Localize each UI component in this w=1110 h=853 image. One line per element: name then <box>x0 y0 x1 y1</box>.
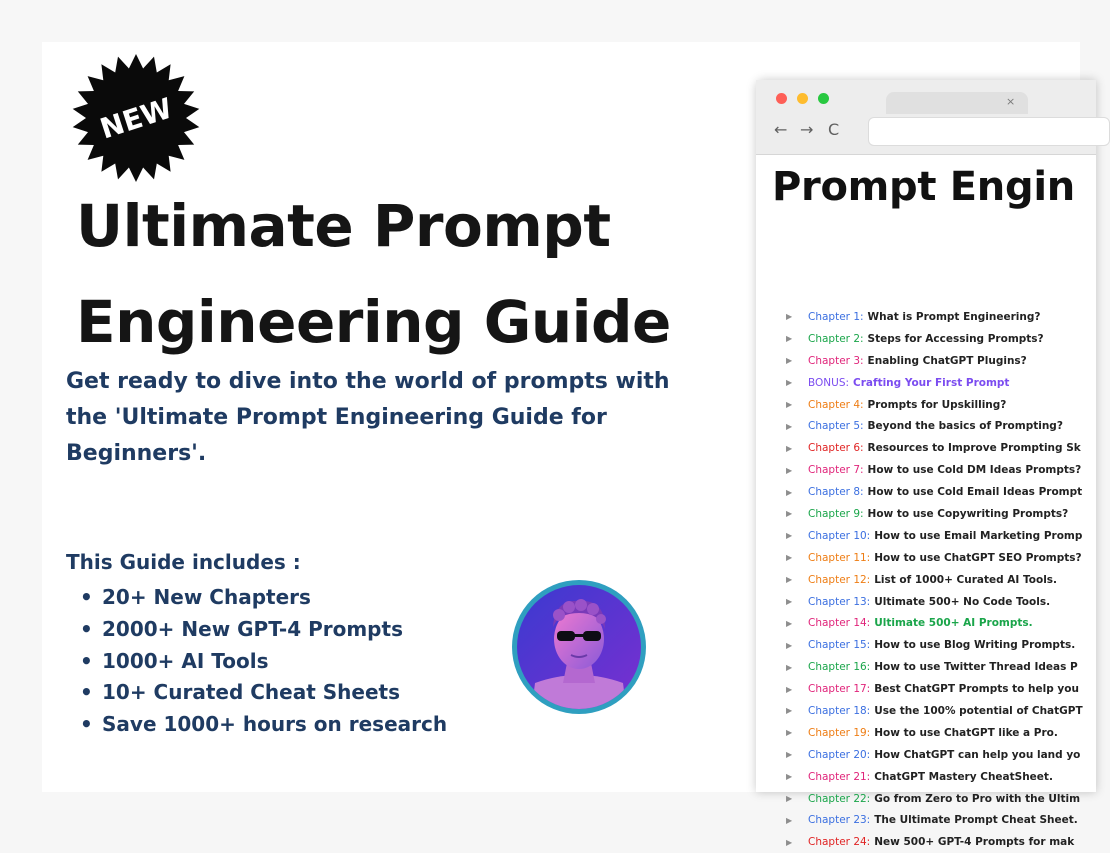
toc-item[interactable] <box>786 831 1083 853</box>
maximize-window-button[interactable] <box>818 93 829 104</box>
toc-chapter-title: New 500+ GPT-4 Prompts for mak <box>874 836 1075 849</box>
includes-item-label: 10+ Curated Cheat Sheets <box>102 680 400 705</box>
toc-chapter-title: Best ChatGPT Prompts to help you <box>874 683 1079 696</box>
toc-chapter-label: Chapter 8: <box>808 486 864 499</box>
toc-chapter-title: Beyond the basics of Prompting? <box>867 420 1063 433</box>
toc-list <box>786 306 1083 853</box>
reload-icon[interactable]: C <box>828 120 840 139</box>
browser-window <box>756 80 1096 849</box>
includes-item-label: 20+ New Chapters <box>102 585 311 609</box>
disclosure-triangle-icon[interactable]: ▶ <box>786 794 793 804</box>
subtitle: Get ready to dive into the world of prompts with the 'Ultimate Prompt Engineering Guide for Beginners'. <box>66 369 670 466</box>
toc-chapter-label: Chapter 9: <box>808 507 864 520</box>
includes-item-label: 1000+ AI Tools <box>102 648 269 673</box>
disclosure-triangle-icon[interactable]: ▶ <box>786 618 793 628</box>
includes-item-label: Save 1000+ hours on research <box>102 712 448 737</box>
disclosure-triangle-icon[interactable]: ▶ <box>786 509 793 519</box>
title-line-2: Engineering Guide <box>76 288 671 356</box>
toc-item[interactable] <box>786 678 1083 700</box>
disclosure-triangle-icon[interactable]: ▶ <box>786 400 793 409</box>
back-arrow-icon[interactable]: ← <box>774 120 788 139</box>
toc-chapter-title: Use the 100% potential of ChatGPT <box>874 704 1083 717</box>
toc-item[interactable] <box>786 591 1083 613</box>
close-window-button[interactable] <box>776 93 787 104</box>
toc-chapter-label: Chapter 23: <box>808 814 871 827</box>
toc-chapter-title: How to use Cold DM Ideas Prompts? <box>867 464 1082 477</box>
toc-item[interactable] <box>786 328 1083 350</box>
toc-chapter-title: How to use Email Marketing Promp <box>874 529 1083 542</box>
forward-arrow-icon[interactable]: → <box>800 120 814 139</box>
browser-toolbar <box>756 80 1096 155</box>
toc-chapter-title: How to use ChatGPT like a Pro. <box>874 726 1058 739</box>
toc-chapter-label: Chapter 3: <box>808 354 864 367</box>
disclosure-triangle-icon[interactable]: ▶ <box>786 443 793 453</box>
toc-item[interactable] <box>786 503 1083 525</box>
toc-chapter-label: Chapter 19: <box>808 726 871 739</box>
toc-chapter-title: ChatGPT Mastery CheatSheet. <box>874 770 1053 783</box>
toc-chapter-label: Chapter 16: <box>808 661 871 674</box>
toc-item[interactable] <box>786 612 1083 634</box>
list-item <box>80 709 447 741</box>
toc-chapter-label: Chapter 15: <box>808 639 871 652</box>
disclosure-triangle-icon[interactable]: ▶ <box>786 378 793 388</box>
disclosure-triangle-icon[interactable]: ▶ <box>786 728 793 738</box>
toc-chapter-title: List of 1000+ Curated AI Tools. <box>874 573 1058 586</box>
toc-chapter-label: Chapter 17: <box>808 683 871 696</box>
toc-chapter-label: Chapter 18: <box>808 704 871 717</box>
toc-chapter-label: Chapter 14: <box>808 617 871 630</box>
toc-chapter-title: Enabling ChatGPT Plugins? <box>867 354 1027 367</box>
toc-item[interactable] <box>786 700 1083 722</box>
toc-chapter-label: Chapter 4: <box>808 398 864 411</box>
disclosure-triangle-icon[interactable]: ▶ <box>786 575 793 585</box>
toc-chapter-title: Ultimate 500+ AI Prompts. <box>874 617 1033 630</box>
toc-chapter-label: Chapter 7: <box>808 464 864 477</box>
toc-item[interactable] <box>786 722 1083 744</box>
disclosure-triangle-icon[interactable]: ▶ <box>786 334 793 344</box>
toc-item[interactable] <box>786 656 1083 678</box>
toc-item[interactable] <box>786 634 1083 656</box>
toc-item[interactable] <box>786 372 1083 394</box>
disclosure-triangle-icon[interactable]: ▶ <box>786 750 793 760</box>
bullet-icon: • <box>80 680 93 705</box>
toc-chapter-label: Chapter 24: <box>808 836 871 849</box>
disclosure-triangle-icon[interactable]: ▶ <box>786 662 793 672</box>
disclosure-triangle-icon[interactable]: ▶ <box>786 531 793 541</box>
toc-chapter-label: Chapter 1: <box>808 310 864 323</box>
list-item <box>80 614 447 646</box>
list-item <box>80 646 447 678</box>
toc-chapter-label: BONUS: <box>808 376 850 389</box>
disclosure-triangle-icon[interactable]: ▶ <box>786 684 793 694</box>
close-icon[interactable]: × <box>1006 95 1016 108</box>
toc-item[interactable] <box>786 437 1083 459</box>
disclosure-triangle-icon[interactable]: ▶ <box>786 815 793 825</box>
toc-item[interactable] <box>786 459 1083 481</box>
title-line-1: Ultimate Prompt <box>76 192 611 260</box>
toc-chapter-label: Chapter 2: <box>808 332 864 345</box>
bullet-icon: • <box>80 712 93 737</box>
toc-item[interactable] <box>786 788 1083 810</box>
disclosure-triangle-icon[interactable]: ▶ <box>786 312 793 322</box>
toc-chapter-label: Chapter 10: <box>808 529 871 542</box>
toc-chapter-title: The Ultimate Prompt Cheat Sheet. <box>874 814 1078 827</box>
list-item <box>80 677 447 709</box>
statue-avatar-icon <box>511 579 647 715</box>
toc-chapter-title: How to use Copywriting Prompts? <box>867 507 1069 520</box>
toc-item[interactable] <box>786 350 1083 372</box>
disclosure-triangle-icon[interactable]: ▶ <box>786 465 793 475</box>
disclosure-triangle-icon[interactable]: ▶ <box>786 553 793 563</box>
disclosure-triangle-icon[interactable]: ▶ <box>786 597 793 607</box>
toc-item[interactable] <box>786 744 1083 766</box>
minimize-window-button[interactable] <box>797 93 808 104</box>
toc-chapter-label: Chapter 22: <box>808 792 871 805</box>
includes-item-label: 2000+ New GPT-4 Prompts <box>102 616 403 641</box>
list-item <box>80 582 447 614</box>
bullet-icon: • <box>80 648 93 673</box>
disclosure-triangle-icon[interactable]: ▶ <box>786 487 793 497</box>
page-title <box>76 178 671 370</box>
toc-chapter-title: How to use Cold Email Ideas Prompt <box>867 486 1083 499</box>
includes-list <box>80 582 447 741</box>
toc-chapter-label: Chapter 11: <box>808 551 871 564</box>
toc-item[interactable] <box>786 306 1083 328</box>
toc-chapter-label: Chapter 13: <box>808 595 871 608</box>
toc-item[interactable] <box>786 394 1083 416</box>
toc-chapter-title: Go from Zero to Pro with the Ultim <box>874 792 1081 805</box>
toc-item[interactable] <box>786 569 1083 591</box>
disclosure-triangle-icon[interactable]: ▶ <box>786 772 793 782</box>
bullet-icon: • <box>80 585 93 609</box>
toc-item[interactable] <box>786 481 1083 503</box>
avatar <box>511 579 647 715</box>
toc-item[interactable] <box>786 415 1083 437</box>
bullet-icon: • <box>80 616 93 641</box>
toc-chapter-title: Prompts for Upskilling? <box>867 398 1007 411</box>
toc-chapter-title: How to use ChatGPT SEO Prompts? <box>874 551 1082 564</box>
toc-chapter-title: Steps for Accessing Prompts? <box>867 332 1044 345</box>
toc-chapter-label: Chapter 5: <box>808 420 864 433</box>
badge-label: NEW <box>96 91 177 146</box>
new-badge <box>70 52 202 184</box>
disclosure-triangle-icon[interactable]: ▶ <box>786 640 793 650</box>
disclosure-triangle-icon[interactable]: ▶ <box>786 706 793 716</box>
toc-chapter-label: Chapter 20: <box>808 748 871 761</box>
toc-chapter-label: Chapter 6: <box>808 442 864 455</box>
toc-chapter-title: Crafting Your First Prompt <box>853 376 1010 389</box>
toc-item[interactable] <box>786 525 1083 547</box>
address-bar[interactable] <box>868 117 1110 146</box>
toc-item[interactable] <box>786 547 1083 569</box>
document-title: Prompt Engin <box>772 164 1075 210</box>
disclosure-triangle-icon[interactable]: ▶ <box>786 837 793 847</box>
includes-heading: This Guide includes : <box>66 550 301 574</box>
disclosure-triangle-icon[interactable]: ▶ <box>786 356 793 366</box>
toc-item[interactable] <box>786 766 1083 788</box>
disclosure-triangle-icon[interactable]: ▶ <box>786 421 793 431</box>
toc-chapter-title: How ChatGPT can help you land yo <box>874 748 1081 761</box>
toc-chapter-title: Ultimate 500+ No Code Tools. <box>874 595 1051 608</box>
toc-chapter-title: How to use Twitter Thread Ideas P <box>874 661 1078 674</box>
toc-chapter-title: Resources to Improve Prompting Sk <box>867 442 1081 455</box>
toc-chapter-label: Chapter 21: <box>808 770 871 783</box>
starburst-icon <box>70 52 202 184</box>
toc-chapter-title: What is Prompt Engineering? <box>867 310 1041 323</box>
toc-chapter-label: Chapter 12: <box>808 573 871 586</box>
toc-item[interactable] <box>786 809 1083 831</box>
toc-chapter-title: How to use Blog Writing Prompts. <box>874 639 1076 652</box>
